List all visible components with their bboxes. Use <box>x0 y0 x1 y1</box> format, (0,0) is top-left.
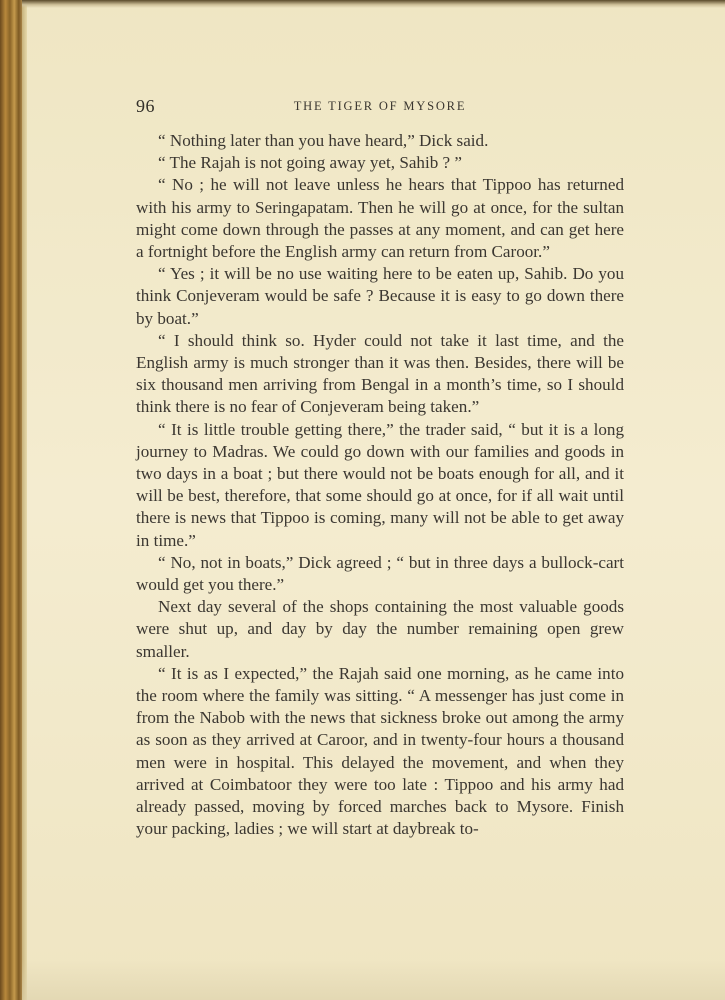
page-header <box>136 96 624 118</box>
running-head: THE TIGER OF MYSORE <box>293 99 467 113</box>
book-binding-edge <box>0 0 22 1000</box>
paragraph: “ It is little trouble getting there,” the trader said, “ but it is a long journey to Madras. We could go down with our families and goods in two days in a boat ; but there would not be boats enough for all, and it will be best, therefore, that some should go at once, for if all wait until there is news that Tippoo is coming, many will not be able to get away in time.” <box>136 419 624 550</box>
paragraph: “ No ; he will not leave unless he hears that Tippoo has returned with his army to Seringapatam. Then he will go at once, for the sultan might come down through the passes at any moment, and can get here a fortnight before the English army can return from Caroor.” <box>136 175 624 262</box>
page-number: 96 <box>136 96 155 116</box>
paragraph: Next day several of the shops containing the most valuable goods were shut up, and day by day the number remaining open grew smaller. <box>136 597 624 661</box>
paragraph: “ Yes ; it will be no use waiting here to be eaten up, Sahib. Do you think Conjeveram would be safe ? Because it is easy to go down there by boat.” <box>136 264 624 328</box>
body-text <box>136 130 624 841</box>
paragraph: “ I should think so. Hyder could not take it last time, and the English army is much stronger than it was then. Besides, there will be six thousand men arriving from Bengal in a month’s time, so I should think there is no fear of Conjeveram being taken.” <box>136 330 624 417</box>
paragraph: “ It is as I expected,” the Rajah said one morning, as he came into the room where the family was sitting. “ A messenger has just come in from the Nabob with the news that sickness broke out among the army as soon as they arrived at Caroor, and in twenty-four hours a thousand men were in hospital. This delayed the movement, and when they arrived at Coimbatoor they were too late : Tippoo and his army had already passed, moving by forced marches back to Mysore. Finish your packing, ladies ; we will start at daybreak to- <box>136 663 624 839</box>
page-edges <box>22 0 27 1000</box>
paragraph: “ No, not in boats,” Dick agreed ; “ but in three days a bullock-cart would get you there.” <box>136 552 624 595</box>
bottom-shade <box>22 960 725 1000</box>
paragraph: “ The Rajah is not going away yet, Sahib ? ” <box>158 153 462 173</box>
top-shadow <box>22 0 725 8</box>
paragraph: “ Nothing later than you have heard,” Dick said. <box>158 131 489 150</box>
